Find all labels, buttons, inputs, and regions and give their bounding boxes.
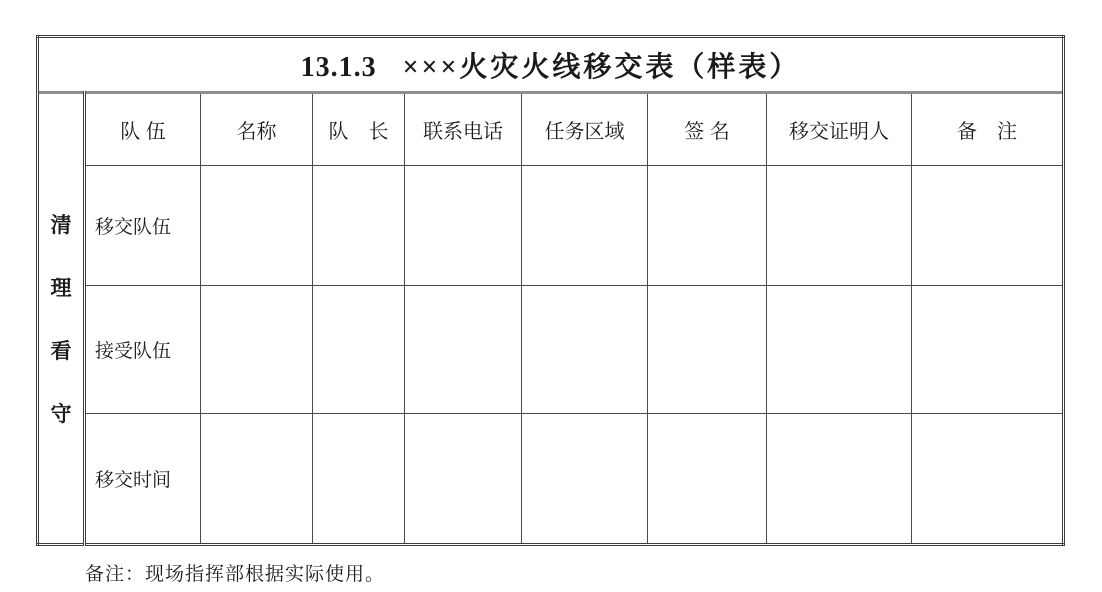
title-row <box>38 37 1064 93</box>
table-title-text: ×××火灾火线移交表（样表） <box>402 51 801 83</box>
side-label-cell <box>38 93 85 545</box>
col-header-remarks: 备 注 <box>912 93 1064 166</box>
empty-cell <box>522 414 648 545</box>
empty-cell <box>405 166 522 286</box>
empty-cell <box>912 166 1064 286</box>
empty-cell <box>648 414 767 545</box>
col-header-task-area: 任务区域 <box>522 93 648 166</box>
row-label-receiving-team: 接受队伍 <box>85 286 201 414</box>
table-title <box>38 37 1064 93</box>
empty-cell <box>201 286 313 414</box>
row-label-handover-time: 移交时间 <box>85 414 201 545</box>
empty-cell <box>912 414 1064 545</box>
empty-cell <box>767 166 912 286</box>
empty-cell <box>767 286 912 414</box>
col-header-phone: 联系电话 <box>405 93 522 166</box>
col-header-witness: 移交证明人 <box>767 93 912 166</box>
col-header-team: 队 伍 <box>85 93 201 166</box>
vertical-label <box>39 209 83 428</box>
empty-cell <box>313 286 405 414</box>
empty-cell <box>313 414 405 545</box>
empty-cell <box>405 414 522 545</box>
section-number: 13.1.3 <box>300 51 377 83</box>
empty-cell <box>912 286 1064 414</box>
table-row <box>38 414 1064 545</box>
footnote: 备注：现场指挥部根据实际使用。 <box>85 564 386 585</box>
side-label-char: 守 <box>50 402 72 426</box>
col-header-name: 名称 <box>201 93 313 166</box>
empty-cell <box>313 166 405 286</box>
side-label-char: 理 <box>50 276 72 300</box>
side-label-char: 看 <box>50 339 72 363</box>
handover-form-table <box>36 35 1065 546</box>
empty-cell <box>648 286 767 414</box>
table-row <box>38 286 1064 414</box>
col-header-leader: 队 长 <box>313 93 405 166</box>
empty-cell <box>405 286 522 414</box>
empty-cell <box>201 166 313 286</box>
empty-cell <box>767 414 912 545</box>
col-header-signature: 签 名 <box>648 93 767 166</box>
side-label-char: 清 <box>50 213 72 237</box>
empty-cell <box>522 286 648 414</box>
empty-cell <box>201 414 313 545</box>
empty-cell <box>648 166 767 286</box>
header-row <box>38 93 1064 166</box>
table-row <box>38 166 1064 286</box>
empty-cell <box>522 166 648 286</box>
row-label-handover-team: 移交队伍 <box>85 166 201 286</box>
